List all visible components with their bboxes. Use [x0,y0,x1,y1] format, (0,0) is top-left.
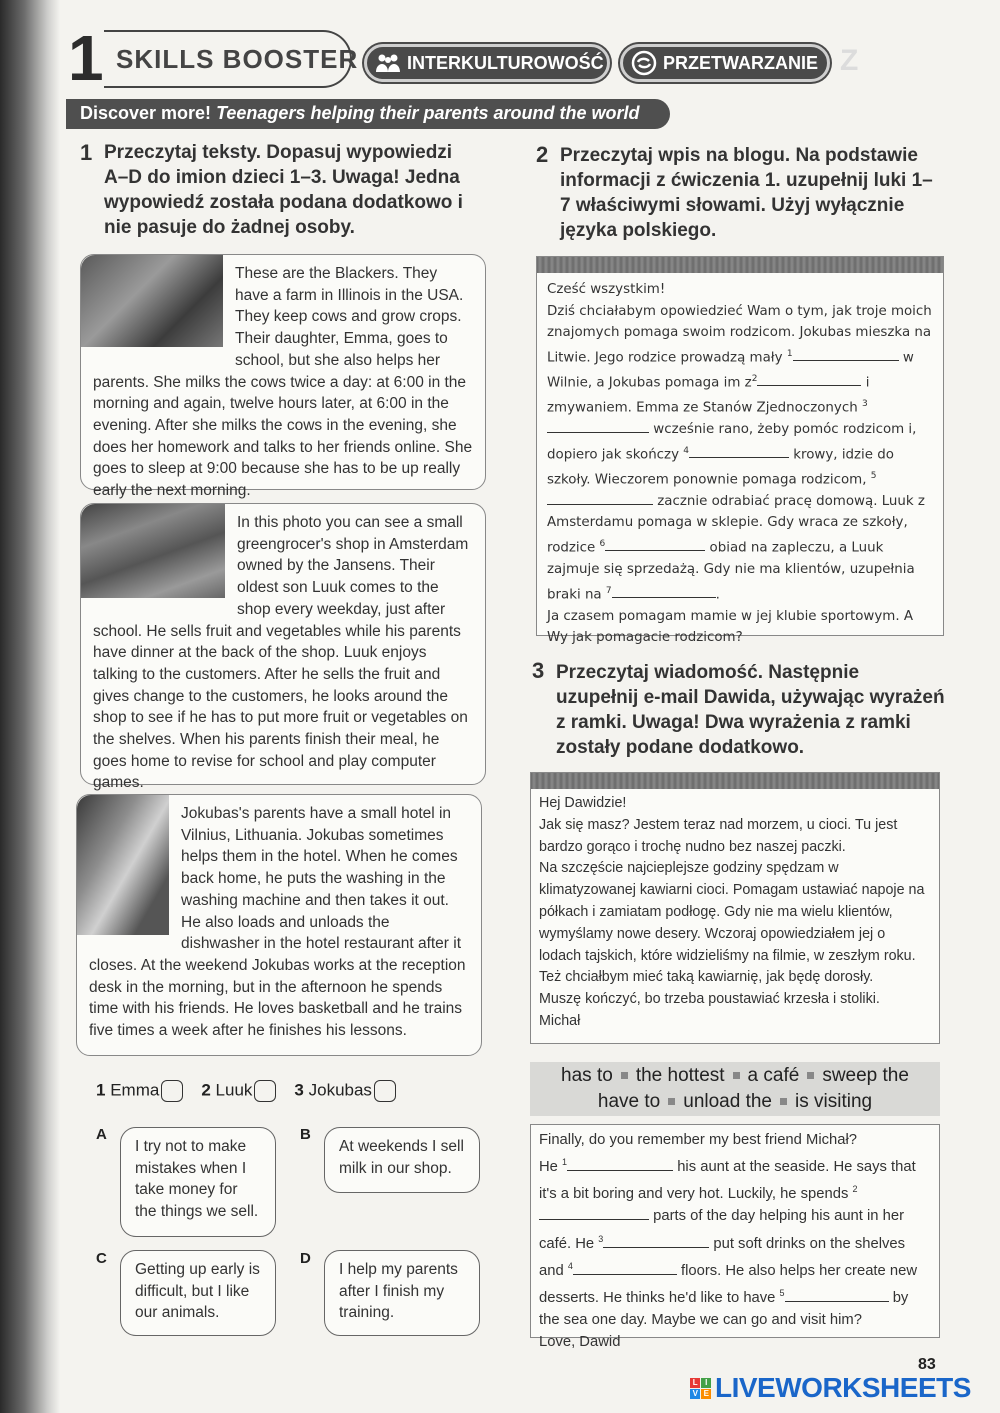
blog-gap-5[interactable] [547,504,653,505]
message-line-4: Też chciałbym mieć taką kawiarnię, jak będę dorosły. [539,969,874,986]
ex3-instruction: Przeczytaj wiadomość. Następnie uzupełnij e-mail Dawida, używając wyrażeń z ramki. Uwaga! Dwa wyrażenia z ramki zostały podane dodatkowo. [556,662,945,758]
word-option: unload the [683,1091,772,1112]
word-option: a café [747,1065,800,1086]
match-jokubas: 3 Jokubas [294,1080,396,1102]
word-option: have to [597,1091,661,1112]
email-intro: Finally, do you remember my best friend Michał? [539,1132,857,1148]
blog-greeting: Cześć wszystkim! [547,282,666,297]
section-title: SKILLS BOOSTER [116,44,359,74]
text-jokubas [76,794,482,1056]
message-line-2: Jak się masz? Jestem teraz nad morzem, u cioci. Tu jest bardzo gorąco i trochę nudno bez naszej paczki. [539,816,898,855]
bubble-b-label: B [300,1126,311,1143]
word-box-row-2 [530,1089,940,1115]
unit-number: 1 [68,22,104,94]
bleed-through-mark: Z [840,44,859,77]
discover-banner [66,99,670,129]
email-gap-5[interactable] [785,1301,889,1302]
ex1-instruction: Przeczytaj teksty. Dopasuj wypowiedzi A–D do imion dzieci 1–3. Uwaga! Jedna wypowiedź została podana dodatkowo i nie pasuje do żadnej osoby. [104,142,463,238]
liveworksheets-brand: LIVEWORKSHEETS [715,1372,971,1403]
email-gap-3[interactable] [603,1247,709,1248]
bubble-c-text: Getting up early is difficult, but I like our animals. [135,1261,260,1322]
word-box [530,1062,940,1116]
email-signature: Love, Dawid [539,1334,621,1351]
ex2-number: 2 [536,142,549,167]
message-panel-bar [531,773,939,789]
word-option: has to [561,1065,613,1086]
message-panel [530,772,940,1044]
ex3-number: 3 [532,658,545,683]
word-option: sweep the [822,1065,909,1086]
ex1-number: 1 [80,140,93,165]
bubble-c [120,1250,276,1336]
bubble-a [120,1127,276,1237]
hotel-laundry-photo [77,795,169,935]
bubble-d-text: I help my parents after I finish my training. [339,1261,458,1322]
answer-box-luuk[interactable] [254,1080,276,1102]
page-number: 83 [918,1356,936,1373]
match-emma: 1 Emma [96,1080,183,1102]
message-text [531,789,939,1037]
word-option: is visiting [795,1091,873,1112]
blog-panel [536,256,944,646]
text-jokubas-body: Jokubas's parents have a small hotel in Vilnius, Lithuania. Jokubas sometimes helps them in the hotel. When he comes back home, he puts the washing in the washing machine and then takes it out. He also loads and unloads the dishwasher in the hotel restaurant after it closes. At the weekend Jokubas works at the reception desk in the morning, but in the afternoon he spends time with his friends. He loves basketball and he trains five times a week after he finishes his lessons. [89,805,466,1040]
page-spine-shadow [0,0,60,1413]
text-jansens-body: In this photo you can see a small greengrocer's shop in Amsterdam owned by the Jansens. Their oldest son Luuk comes to the shop every weekday, just after school. He sells fruit and vegetables while his parents have dinner at the back of the shop. Luuk enjoys talking to the customers. After he sells the fruit and gives change to the customers, he looks around the shop to see if he has to put more fruit or vegetables on the shelves. When his parents finish their meal, he goes home to revise for school and play computer games. [93,514,469,792]
text-blackers [80,254,486,500]
text-blackers-body: These are the Blackers. They have a farm in Illinois in the USA. They keep cows and grow crops. Their daughter, Emma, goes to school, but she also helps her parents. She milks the cows twice a day: at 6:00 in the morning and again, twelve hours later, at 6:00 in the evening. After she milks the cows in the evening, she does her homework and talks to her friends online. She goes to sleep at 9:00 because she has to be up really early the next morning. [93,265,473,500]
message-line-1: Hej Dawidzie! [539,795,627,811]
bubble-b-text: At weekends I sell milk in our shop. [339,1138,464,1177]
message-line-3: Na szczęście najcieplejsze godziny spędzam w klimatyzowanej kawiarni cioci. Pomagam ustawiać napoje na półkach i zamiatam podłogę. Gdy nie ma wielu klientów, wymyślamy nowe desery. Wczoraj opowiedziałem jej o lodach tajskich, które widzieliśmy na filmie, w zeszłym roku. [539,860,925,964]
blog-gap-3[interactable] [547,432,649,433]
match-luuk: 2 Luuk [201,1080,276,1102]
bubble-b [324,1127,480,1193]
blog-closing: Ja czasem pomagam mamie w jej klubie sportowym. A Wy jak pomagacie rodzicom? [547,608,914,646]
email-panel [530,1124,940,1351]
email-gap-2[interactable] [539,1219,649,1220]
liveworksheets-logo [690,1372,971,1404]
greengrocer-photo [81,504,225,598]
tag-interculturality-label: INTERKULTUROWOŚĆ [407,52,604,73]
blog-gap-6[interactable] [605,550,705,551]
processing-icon [631,49,657,77]
liveworksheets-icon: L I V E [690,1378,711,1399]
farm-family-photo [81,255,223,347]
people-icon [375,49,401,77]
message-line-5: Muszę kończyć, bo trzeba poustawiać krzesła i stoliki. [539,991,880,1008]
bubble-d [324,1250,480,1336]
email-text: Finally, do you remember my best friend Michał? He $^1$ his aunt at the seaside. He says that it's a bit boring and very hot. Luckily, he spends $^2$ parts of the day helping his aunt in her café. He $^3$ put soft drinks on the shelves and $^4$ floors. He also helps her create new desserts. He thinks he'd like to have $^5$ by the sea one day. Maybe we can go and visit him? Love, Dawid [531,1125,939,1357]
bubble-c-label: C [96,1250,107,1267]
blog-gap-4[interactable] [689,457,789,458]
tag-interculturality [364,44,610,82]
match-answers [96,1080,396,1102]
banner-lead: Discover more! [80,103,212,123]
bubble-d-label: D [300,1250,311,1267]
word-option: the hottest [635,1065,725,1086]
answer-box-emma[interactable] [161,1080,183,1102]
blog-gap-7[interactable] [612,597,716,598]
email-gap-4[interactable] [573,1274,677,1275]
blog-gap-1[interactable] [793,360,899,361]
tag-processing-label: PRZETWARZANIE [663,52,818,73]
bubble-a-text: I try not to make mistakes when I take money for the things we sell. [135,1138,259,1221]
text-jansens [80,503,486,792]
blog-gap-2[interactable] [757,385,861,386]
word-box-row-1 [530,1063,940,1089]
email-gap-1[interactable] [567,1170,673,1171]
message-signature: Michał [539,1012,581,1029]
banner-topic: Teenagers helping their parents around the world [216,103,640,123]
tag-processing [620,44,830,82]
bubble-a-label: A [96,1126,107,1143]
blog-text: Cześć wszystkim! Dziś chciałabym opowiedzieć Wam o tym, jak troje moich znajomych pomaga swoim rodzicom. Jokubas mieszka na Litwie. Jego rodzice prowadzą mały $^1$ w Wilnie, a Jokubas pomaga im $z^2$ i zmywaniem. Emma ze Stanów Zjednoczonych $^3$ wcześnie rano, żeby pomóc rodzicom i, dopiero jak skończy $^4$ krowy, idzie do szkoły. Wieczorem ponownie pomaga rodzicom, $^5$ zacznie odrabiać pracę domową. Luuk z Amsterdamu pomaga w sklepie. Gdy wraca ze szkoły, rodzice $^6$ obiad na zapleczu, a Luuk zajmuje się sprzedażą. Gdy nie ma klientów, uzupełnia braki na $^7$ . Ja czasem pomagam mamie w jej klubie sportowym. A Wy jak pomagacie rodzicom? [537,273,943,655]
ex2-instruction: Przeczytaj wpis na blogu. Na podstawie informacji z ćwiczenia 1. uzupełnij luki 1–7 właściwymi słowami. Użyj wyłącznie języka polskiego. [560,145,933,241]
blog-panel-bar [537,257,943,273]
answer-box-jokubas[interactable] [374,1080,396,1102]
